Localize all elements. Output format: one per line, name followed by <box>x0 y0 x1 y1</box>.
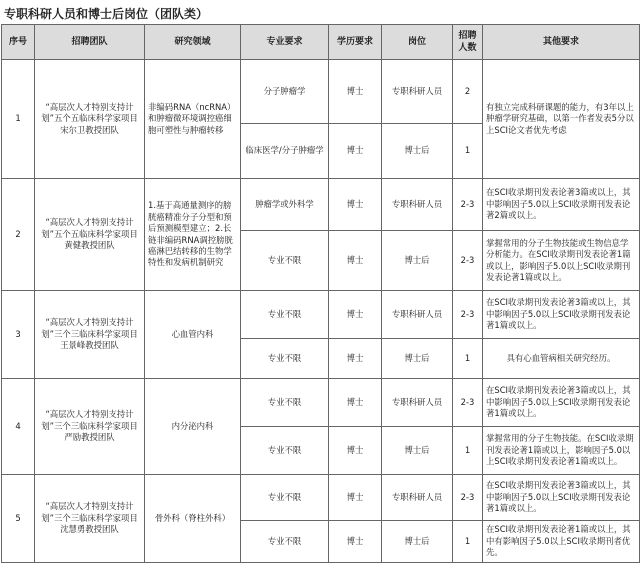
cell-num: 2-3 <box>453 475 483 521</box>
cell-field: 非编码RNA（ncRNA）和肿瘤微环境调控癌细胞可塑性与肿瘤转移 <box>145 60 241 179</box>
cell-degree: 博士 <box>329 124 382 179</box>
cell-num: 2-3 <box>453 179 483 231</box>
cell-num: 1 <box>453 521 483 563</box>
table-header-row <box>2 25 640 60</box>
cell-field: 心血管内科 <box>145 291 241 379</box>
table-row <box>2 291 640 339</box>
cell-team: “高层次人才特别支持计划”三个三临床科学家项目王景峰教授团队 <box>35 291 145 379</box>
cell-major: 专业不限 <box>241 521 329 563</box>
cell-other: 在SCI收录期刊发表论著1篇或以上，其中有影响因子5.0以上SCI收录期刊者优先。 <box>483 521 640 563</box>
cell-other: 有独立完成科研课题的能力，有3年以上肿瘤学研究基础，以第一作者发表5分以上SCI论文者优先考虑 <box>483 60 640 179</box>
cell-num: 2-3 <box>453 379 483 427</box>
cell-degree: 博士 <box>329 475 382 521</box>
cell-degree: 博士 <box>329 179 382 231</box>
cell-other: 在SCI收录期刊发表论著3篇或以上，其中影响因子5.0以上SCI收录期刊发表论著1篇或以上。 <box>483 475 640 521</box>
cell-degree: 博士 <box>329 521 382 563</box>
cell-post: 博士后 <box>382 339 453 379</box>
header-num: 招聘人数 <box>453 25 483 60</box>
cell-team: “高层次人才特别支持计划”三个三临床科学家项目严励教授团队 <box>35 379 145 475</box>
cell-no: 4 <box>2 379 35 475</box>
cell-post: 博士后 <box>382 427 453 475</box>
cell-degree: 博士 <box>329 231 382 291</box>
cell-num: 2 <box>453 60 483 124</box>
cell-post: 博士后 <box>382 521 453 563</box>
cell-num: 1 <box>453 339 483 379</box>
table-row <box>2 179 640 231</box>
cell-num: 1 <box>453 124 483 179</box>
cell-other: 在SCI收录期刊发表论著3篇或以上，其中影响因子5.0以上SCI收录期刊发表论著1篇或以上。 <box>483 379 640 427</box>
table-row <box>2 60 640 124</box>
header-other: 其他要求 <box>483 25 640 60</box>
cell-team: “高层次人才特别支持计划”五个五临床科学家项目宋尔卫教授团队 <box>35 60 145 179</box>
cell-post: 博士后 <box>382 231 453 291</box>
cell-major: 专业不限 <box>241 475 329 521</box>
cell-no: 3 <box>2 291 35 379</box>
cell-post: 专职科研人员 <box>382 179 453 231</box>
cell-major: 专业不限 <box>241 379 329 427</box>
cell-major: 分子肿瘤学 <box>241 60 329 124</box>
cell-num: 1 <box>453 427 483 475</box>
cell-post: 专职科研人员 <box>382 60 453 124</box>
cell-team: “高层次人才特别支持计划”三个三临床科学家项目沈慧勇教授团队 <box>35 475 145 563</box>
cell-other: 在SCI收录期刊发表论著3篇或以上，其中影响因子5.0以上SCI收录期刊发表论著1篇或以上。 <box>483 291 640 339</box>
header-degree: 学历要求 <box>329 25 382 60</box>
cell-other: 掌握常用的分子生物技能。在SCI收录期刊发表论著1篇或以上，影响因子5.0以上SCI收录期刊发表论著1篇或以上。 <box>483 427 640 475</box>
cell-num: 2-3 <box>453 231 483 291</box>
cell-num: 2-3 <box>453 291 483 339</box>
header-post: 岗位 <box>382 25 453 60</box>
cell-no: 5 <box>2 475 35 563</box>
cell-major: 临床医学/分子肿瘤学 <box>241 124 329 179</box>
cell-team: “高层次人才特别支持计划”五个五临床科学家项目黄健教授团队 <box>35 179 145 291</box>
cell-no: 1 <box>2 60 35 179</box>
recruitment-table <box>1 24 640 563</box>
cell-major: 专业不限 <box>241 427 329 475</box>
cell-post: 博士后 <box>382 124 453 179</box>
table-row <box>2 475 640 521</box>
cell-field: 内分泌内科 <box>145 379 241 475</box>
cell-other: 具有心血管病相关研究经历。 <box>483 339 640 379</box>
cell-major: 专业不限 <box>241 231 329 291</box>
cell-post: 专职科研人员 <box>382 291 453 339</box>
cell-other: 掌握常用的分子生物技能或生物信息学分析能力。在SCI收录期刊发表论著1篇或以上，影响因子5.0以上SCI收录期刊发表论著1篇或以上。 <box>483 231 640 291</box>
header-no: 序号 <box>2 25 35 60</box>
cell-degree: 博士 <box>329 291 382 339</box>
cell-other: 在SCI收录期刊发表论著3篇或以上，其中影响因子5.0以上SCI收录期刊发表论著2篇或以上。 <box>483 179 640 231</box>
cell-degree: 博士 <box>329 60 382 124</box>
table-row <box>2 379 640 427</box>
cell-degree: 博士 <box>329 339 382 379</box>
cell-degree: 博士 <box>329 379 382 427</box>
page-title: 专职科研人员和博士后岗位（团队类） <box>4 7 209 21</box>
cell-field: 1.基于高通量测序的膀胱癌精准分子分型和预后预测模型建立；2.长链非编码RNA调控膀胱癌淋巴结转移的生物学特性和发病机制研究 <box>145 179 241 291</box>
cell-major: 专业不限 <box>241 291 329 339</box>
cell-major: 专业不限 <box>241 339 329 379</box>
cell-post: 专职科研人员 <box>382 475 453 521</box>
cell-field: 骨外科（脊柱外科） <box>145 475 241 563</box>
header-team: 招聘团队 <box>35 25 145 60</box>
header-major: 专业要求 <box>241 25 329 60</box>
header-field: 研究领域 <box>145 25 241 60</box>
cell-no: 2 <box>2 179 35 291</box>
cell-degree: 博士 <box>329 427 382 475</box>
cell-major: 肿瘤学或外科学 <box>241 179 329 231</box>
cell-post: 专职科研人员 <box>382 379 453 427</box>
